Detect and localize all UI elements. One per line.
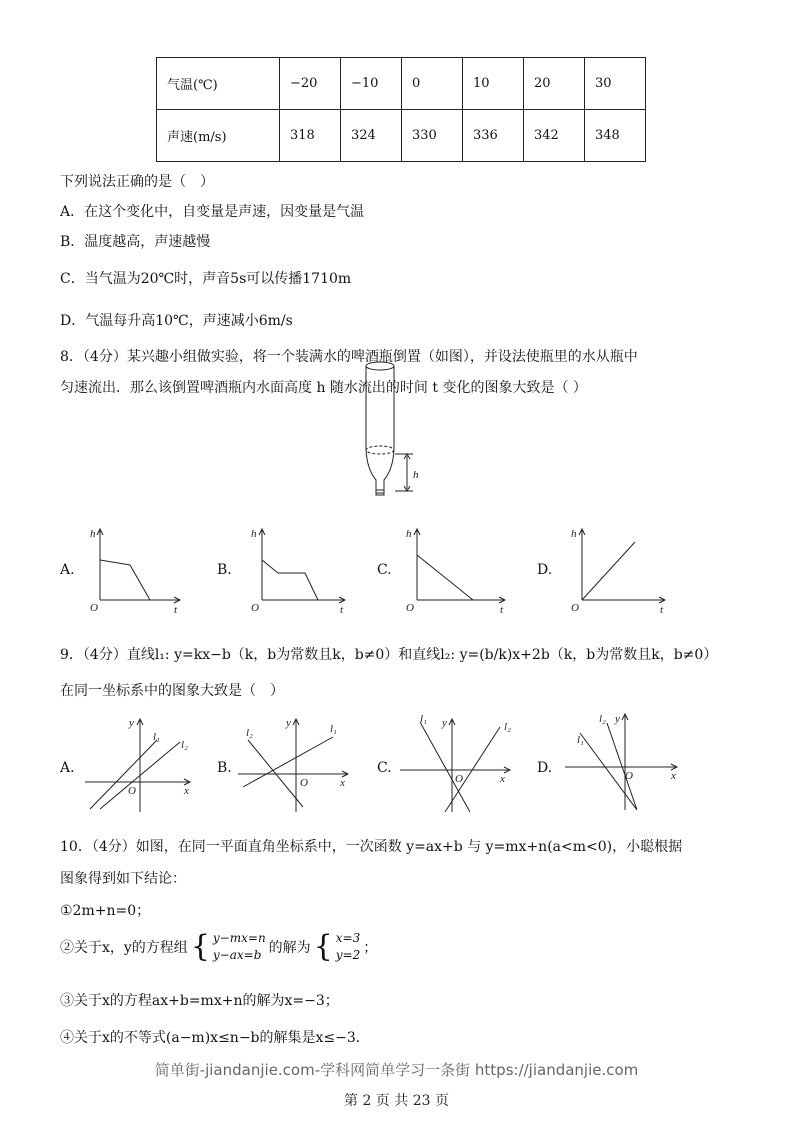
q7-option-c: C．当气温为20℃时，声音5s可以传播1710m bbox=[60, 271, 352, 287]
svg-text:x: x bbox=[671, 770, 676, 782]
q9-option-d: D. bbox=[537, 760, 553, 776]
q8-graph-b bbox=[250, 525, 350, 615]
svg-text:t: t bbox=[174, 604, 178, 616]
q9-option-a: A. bbox=[60, 760, 75, 776]
q10-conclusion-1: ①2m+n=0； bbox=[60, 903, 151, 919]
svg-text:h: h bbox=[251, 528, 257, 540]
svg-text:l₁: l₁ bbox=[330, 723, 337, 735]
q9-graph-c bbox=[400, 712, 515, 817]
q10-conclusion-4: ④关于x的不等式(a−m)x≤n−b的解集是x≤−3． bbox=[60, 1030, 370, 1046]
svg-text:O: O bbox=[406, 602, 414, 614]
q7-option-d: D．气温每升高10℃，声速减小6m/s bbox=[60, 313, 293, 329]
svg-text:l₂: l₂ bbox=[181, 739, 188, 751]
svg-text:O: O bbox=[300, 777, 308, 789]
svg-text:t: t bbox=[340, 604, 344, 616]
watermark: 简单街-jiandanjie.com-学科网简单学习一条街 https://jiandanjie.com bbox=[154, 1061, 639, 1079]
svg-text:t: t bbox=[660, 604, 664, 616]
table-row: 气温(℃) −20 −10 0 10 20 30 bbox=[157, 58, 646, 110]
q8-graph-a bbox=[90, 525, 190, 615]
svg-text:l₁: l₁ bbox=[420, 713, 427, 725]
temperature-speed-table bbox=[156, 57, 646, 162]
svg-text:y: y bbox=[129, 717, 134, 729]
svg-text:l₂: l₂ bbox=[246, 727, 253, 739]
svg-text:y: y bbox=[442, 717, 447, 729]
svg-text:O: O bbox=[455, 773, 463, 785]
svg-text:t: t bbox=[500, 604, 504, 616]
svg-text:x: x bbox=[500, 773, 505, 785]
svg-text:h: h bbox=[571, 528, 577, 540]
svg-text:l₂: l₂ bbox=[599, 713, 606, 725]
q9-option-b: B. bbox=[217, 760, 232, 776]
svg-text:O: O bbox=[128, 785, 136, 797]
q8-option-a: A. bbox=[60, 562, 75, 578]
q8-line1: 8．（4分）某兴趣小组做实验，将一个装满水的啤酒瓶倒置（如图），并设法使瓶里的水从瓶中 bbox=[60, 349, 638, 365]
svg-text:O: O bbox=[90, 602, 98, 614]
svg-text:O: O bbox=[625, 770, 633, 782]
svg-text:l₁: l₁ bbox=[153, 731, 160, 743]
svg-text:h: h bbox=[406, 528, 412, 540]
q9-line2: 在同一坐标系中的图象大致是（ ） bbox=[60, 683, 284, 699]
page-number: 第 2 页 共 23 页 bbox=[344, 1093, 449, 1109]
table-row: 声速(m/s) 318 324 330 336 342 348 bbox=[157, 110, 646, 162]
q9-line1: 9．（4分）直线l₁: y=kx−b（k，b为常数且k，b≠0）和直线l₂: y=(b/k)x+2b（k，b为常数且k，b≠0） bbox=[60, 647, 718, 663]
q7-option-a: A．在这个变化中，自变量是声速，因变量是气温 bbox=[60, 204, 365, 220]
svg-text:O: O bbox=[251, 602, 259, 614]
q8-graph-d bbox=[570, 525, 675, 615]
svg-text:h: h bbox=[90, 528, 96, 540]
q9-graph-d bbox=[565, 705, 680, 815]
q9-graph-a bbox=[85, 712, 195, 817]
svg-text:O: O bbox=[571, 602, 579, 614]
svg-text:y: y bbox=[615, 713, 620, 725]
svg-text:l₂: l₂ bbox=[504, 721, 511, 733]
q9-graph-b bbox=[238, 712, 353, 817]
q10-conclusion-3: ③关于x的方程ax+b=mx+n的解为x=−3； bbox=[60, 993, 339, 1009]
q8-graph-c bbox=[405, 525, 510, 615]
svg-text:y: y bbox=[286, 717, 291, 729]
svg-text:l₁: l₁ bbox=[577, 734, 584, 746]
q10-line1: 10．（4分）如图，在同一平面直角坐标系中，一次函数 y=ax+b 与 y=mx+n(a<m<0)，小聪根据 bbox=[60, 839, 683, 855]
q8-option-c: C. bbox=[377, 562, 392, 578]
svg-text:x: x bbox=[340, 777, 345, 789]
q8-line2: 匀速流出．那么该倒置啤酒瓶内水面高度 h 随水流出的时间 t 变化的图象大致是（ ） bbox=[60, 380, 587, 396]
q7-option-b: B．温度越高，声速越慢 bbox=[60, 234, 211, 250]
bottle-figure bbox=[355, 358, 435, 503]
q8-option-b: B. bbox=[217, 562, 232, 578]
q7-stem: 下列说法正确的是（ ） bbox=[60, 174, 214, 190]
svg-text:x: x bbox=[184, 785, 189, 797]
q10-conclusion-2: ②关于x，y的方程组 { y−mx=n y−ax=b 的解为 { x=3 y=2 ； bbox=[60, 929, 378, 964]
q8-option-d: D. bbox=[537, 562, 553, 578]
q9-option-c: C. bbox=[377, 760, 392, 776]
svg-text:h: h bbox=[413, 469, 419, 481]
q10-line2: 图象得到如下结论： bbox=[60, 871, 186, 887]
